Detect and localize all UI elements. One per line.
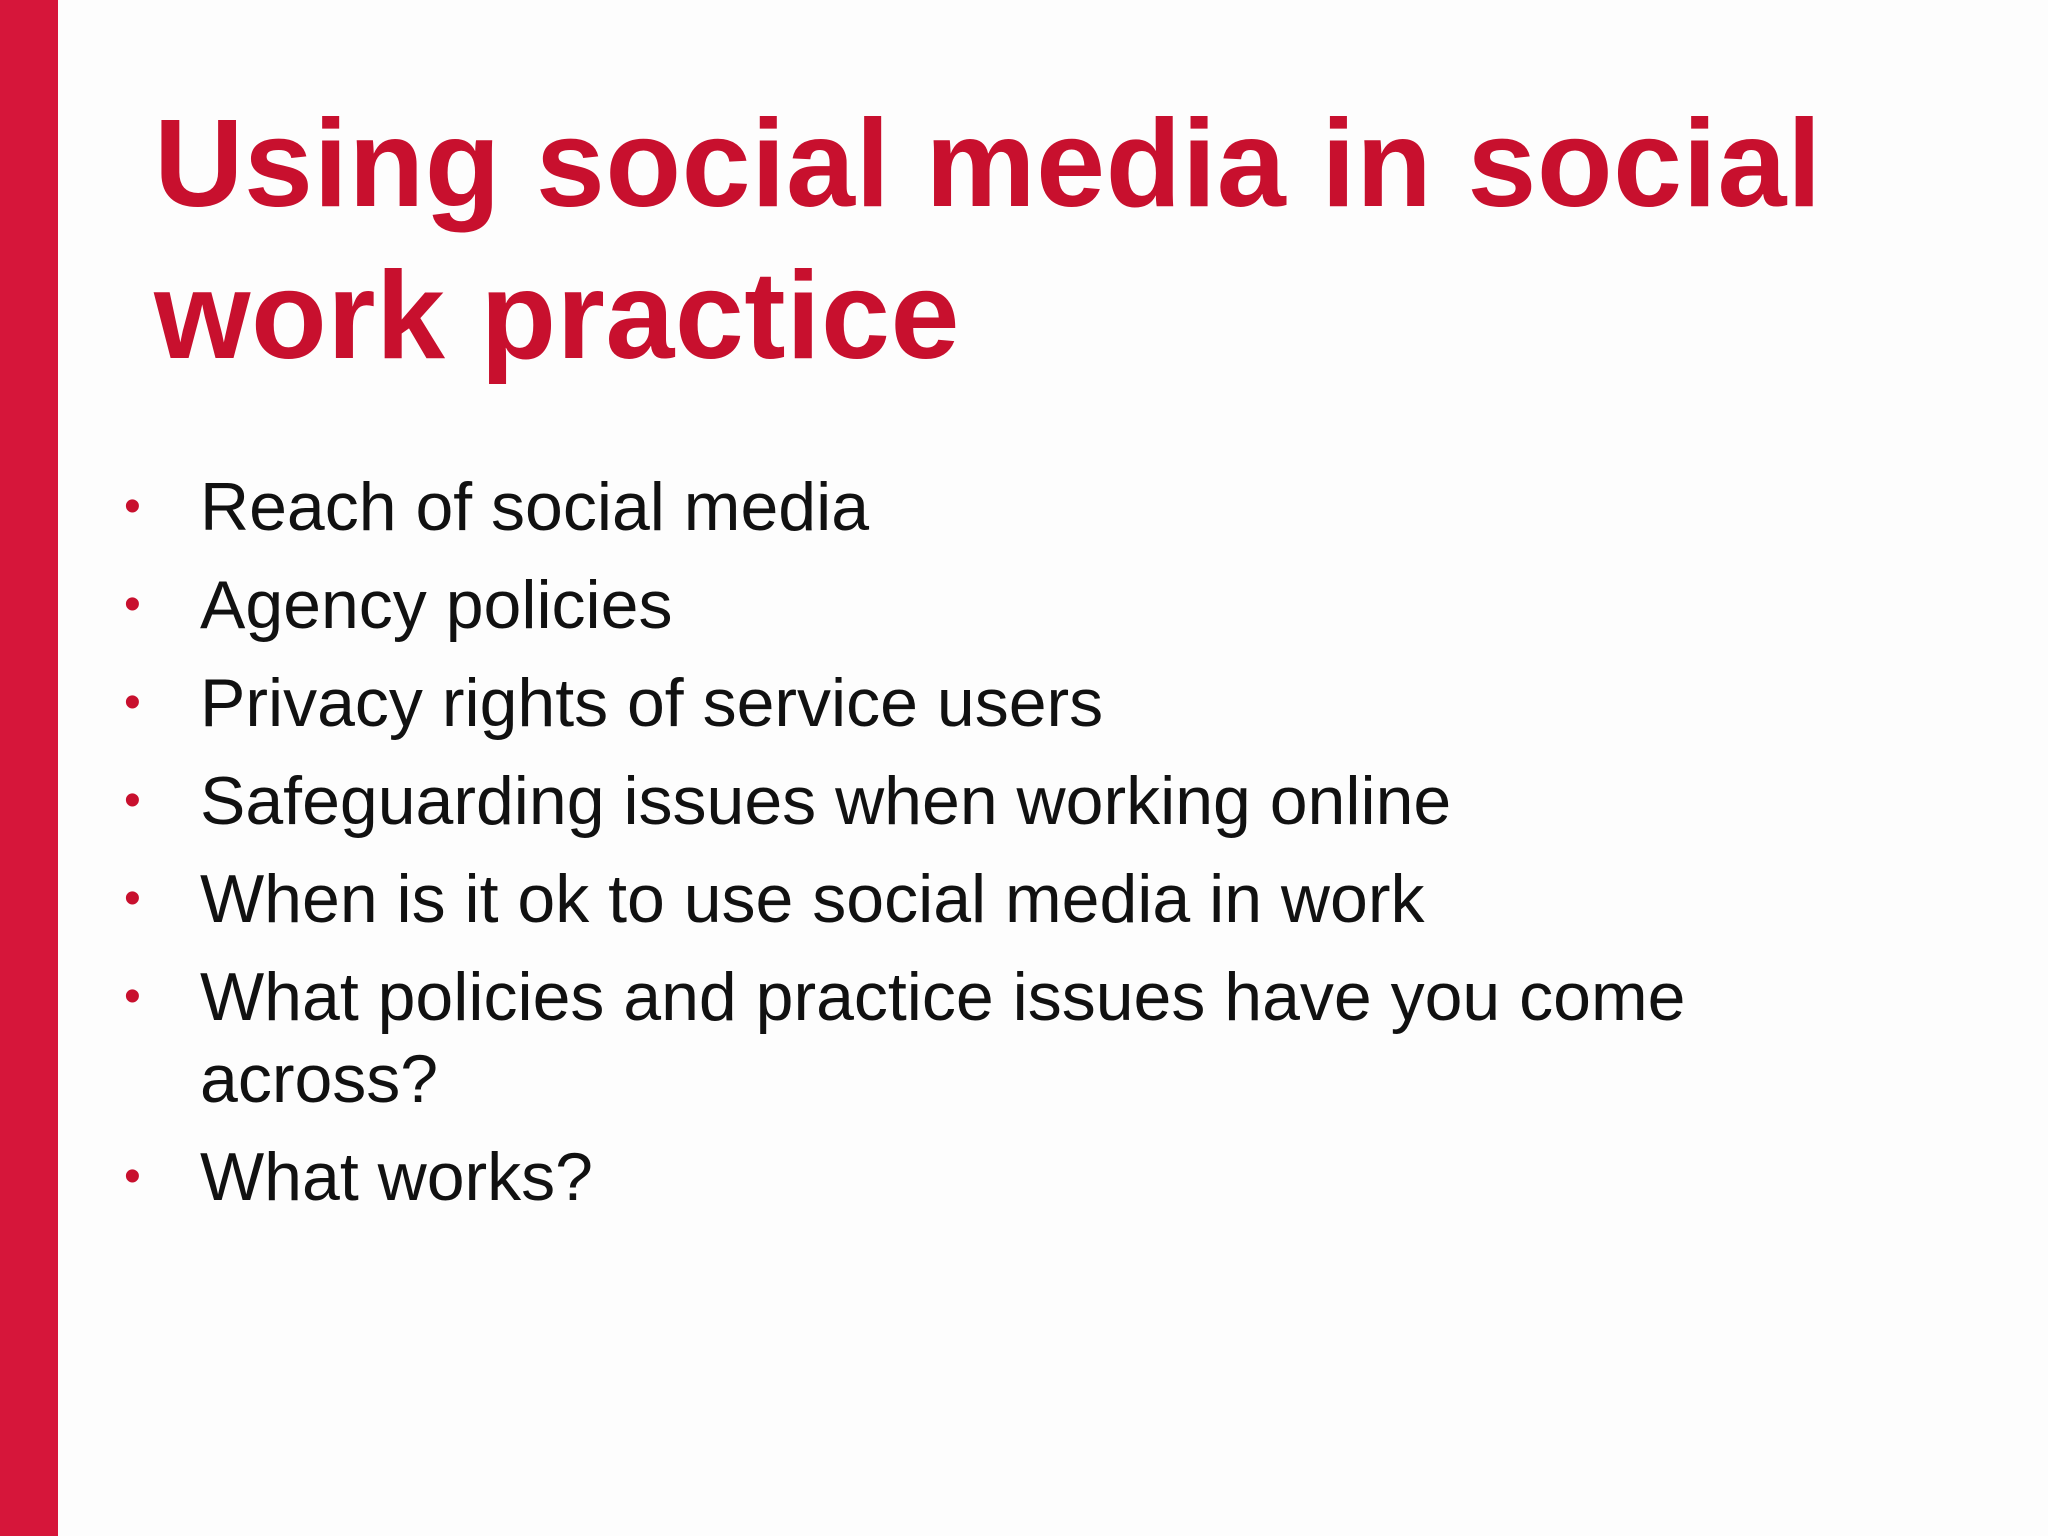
bullet-icon: • <box>124 872 141 925</box>
bullet-text: Reach of social media <box>200 469 870 545</box>
bullet-icon: • <box>124 1150 141 1203</box>
bullet-icon: • <box>124 480 141 533</box>
bullet-text: Agency policies <box>200 567 673 643</box>
bullet-icon: • <box>124 578 141 631</box>
accent-bar <box>0 0 58 1536</box>
bullet-list <box>120 466 1920 1234</box>
list-item <box>120 466 1920 548</box>
list-item <box>120 662 1920 744</box>
list-item <box>120 760 1920 842</box>
bullet-icon: • <box>124 970 141 1023</box>
slide-title: Using social media in social work practice <box>154 95 1822 385</box>
bullet-icon: • <box>124 676 141 729</box>
bullet-text: Safeguarding issues when working online <box>200 763 1452 839</box>
bullet-text: What works? <box>200 1139 593 1215</box>
list-item <box>120 956 1920 1120</box>
bullet-text: Privacy rights of service users <box>200 665 1104 741</box>
bullet-icon: • <box>124 774 141 827</box>
list-item <box>120 564 1920 646</box>
bullet-text: When is it ok to use social media in work <box>200 861 1425 937</box>
list-item <box>120 1136 1920 1218</box>
list-item <box>120 858 1920 940</box>
bullet-text: What policies and practice issues have you come across? <box>200 959 1686 1117</box>
